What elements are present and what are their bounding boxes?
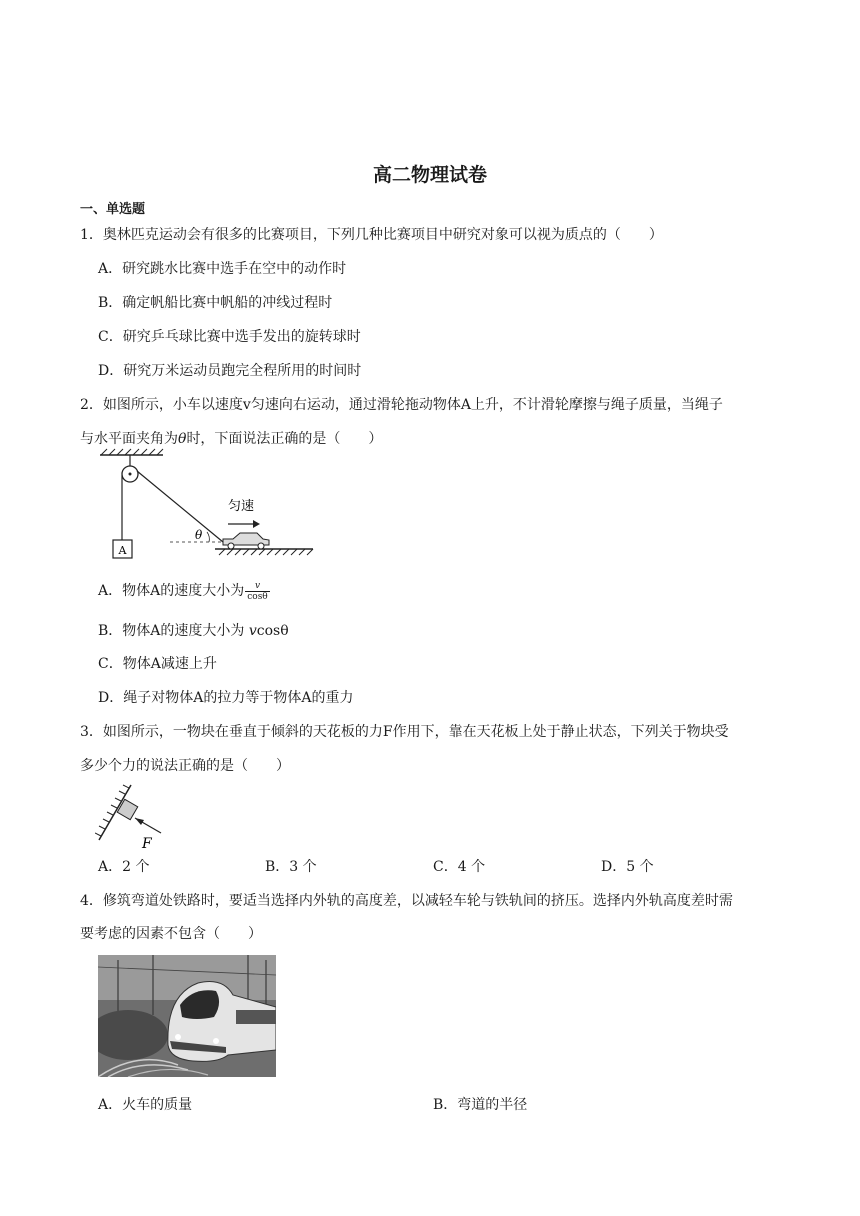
question-1-option-d: D．研究万米运动员跑完全程所用的时间时 <box>98 363 362 379</box>
question-2-stem-text-b: 时，下面说法正确的是（ ） <box>186 431 383 447</box>
fraction-v-over-cos-theta <box>245 581 270 602</box>
question-4-stem-line-2: 要考虑的因素不包含（ ） <box>80 926 262 942</box>
fraction-denominator: cosθ <box>247 591 268 602</box>
pulley-cart-figure <box>95 448 320 560</box>
theta-symbol: θ <box>178 431 187 447</box>
option-b-cos: cosθ <box>256 623 289 639</box>
question-4-option-b: B．弯道的半径 <box>433 1097 528 1113</box>
question-2-option-a-text: A．物体A的速度大小为 <box>98 583 245 599</box>
question-2-option-a <box>98 580 270 602</box>
question-4-stem-line-1: 4．修筑弯道处铁路时，要适当选择内外轨的高度差，以减轻车轮与铁轨间的挤压。选择内外轨高度差时需 <box>80 893 733 909</box>
question-1-option-c: C．研究乒乓球比赛中选手发出的旋转球时 <box>98 329 361 345</box>
question-3-option-b: B．3 个 <box>265 859 317 875</box>
uniform-speed-label: 匀速 <box>228 499 255 514</box>
question-2-stem-line-1: 2．如图所示，小车以速度v匀速向右运动，通过滑轮拖动物体A上升，不计滑轮摩擦与绳子质量，当绳子 <box>80 397 723 413</box>
question-3-stem-line-1: 3．如图所示，一物块在垂直于倾斜的天花板的力F作用下，靠在天花板上处于静止状态，下列关于物块受 <box>80 724 729 740</box>
page-title: 高二物理试卷 <box>372 164 487 186</box>
force-f-label: F <box>142 836 152 852</box>
question-3-option-d: D．5 个 <box>601 859 654 875</box>
block-a-label: A <box>118 544 127 557</box>
question-3-option-a: A．2 个 <box>98 859 150 875</box>
question-1-option-a: A．研究跳水比赛中选手在空中的动作时 <box>98 261 347 277</box>
arrow-right-icon <box>253 520 260 528</box>
force-arrow-icon <box>135 818 144 825</box>
section-heading: 一、单选题 <box>80 202 146 217</box>
question-4-option-a: A．火车的质量 <box>98 1097 193 1113</box>
fraction-numerator: v <box>245 581 270 592</box>
question-2-stem-text-a: 与水平面夹角为 <box>80 431 178 447</box>
question-2-stem-line-2 <box>80 428 382 450</box>
angle-theta-label: θ <box>195 528 203 542</box>
option-b-v: v <box>248 623 257 639</box>
question-1-stem: 1．奥林匹克运动会有很多的比赛项目，下列几种比赛项目中研究对象可以视为质点的（ ） <box>80 227 663 243</box>
question-2-option-b-text: B．物体A的速度大小为 <box>98 623 249 639</box>
car-icon <box>223 533 269 549</box>
train-photo <box>98 955 276 1077</box>
question-2-option-b <box>98 620 289 640</box>
question-3-stem-line-2: 多少个力的说法正确的是（ ） <box>80 758 290 774</box>
inclined-ceiling-figure <box>95 780 175 852</box>
question-2-option-c: C．物体A减速上升 <box>98 656 217 672</box>
question-3-option-c: C．4 个 <box>433 859 486 875</box>
question-2-option-d: D．绳子对物体A的拉力等于物体A的重力 <box>98 690 354 706</box>
question-1-option-b: B．确定帆船比赛中帆船的冲线过程时 <box>98 295 333 311</box>
